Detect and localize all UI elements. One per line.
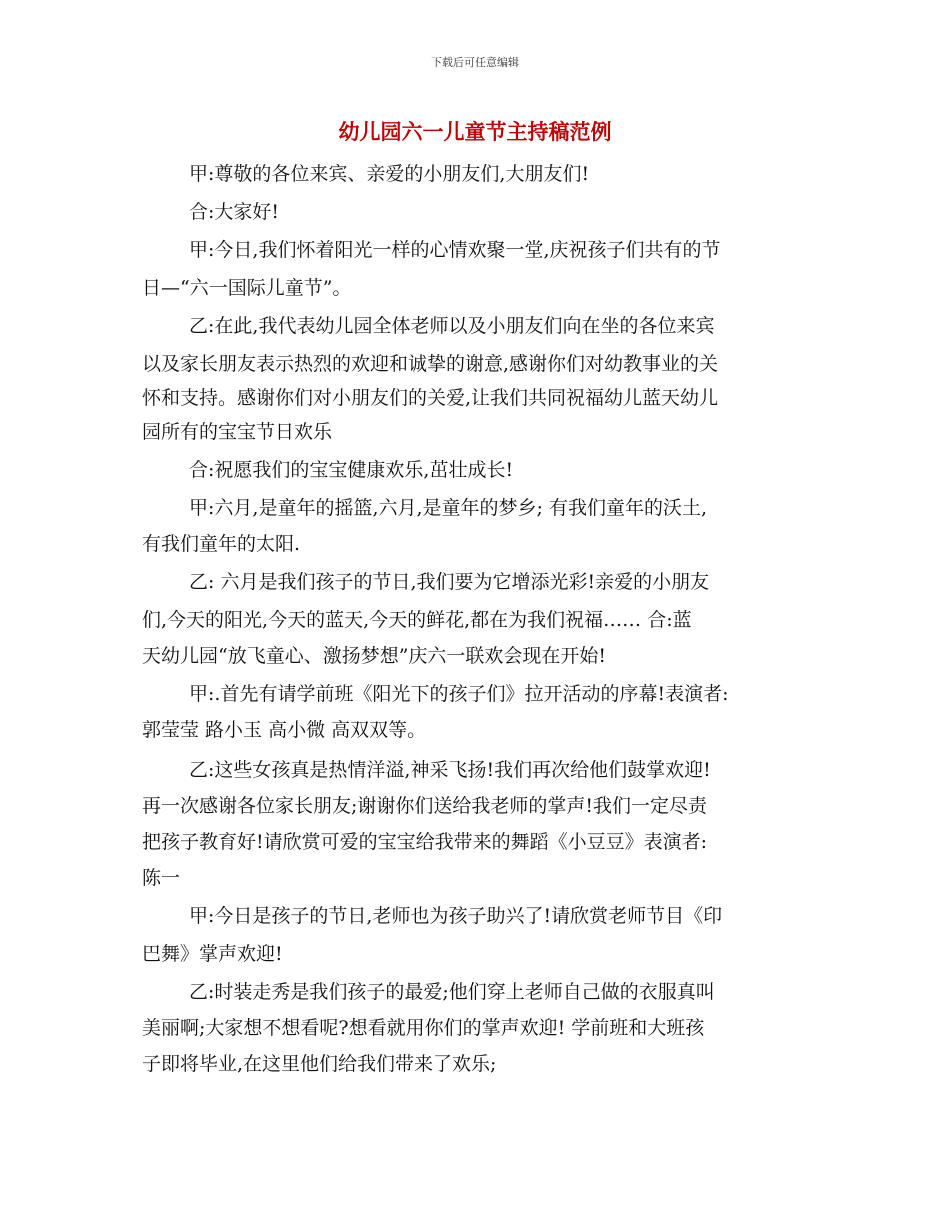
paragraph-line: 乙: 六月是我们孩子的节日,我们要为它增添光彩!亲爱的小朋友	[189, 571, 710, 593]
paragraph-line: 再一次感谢各位家长朋友;谢谢你们送给我老师的掌声!我们一定尽责	[142, 795, 708, 817]
paragraph-line: 合:祝愿我们的宝宝健康欢乐,茁壮成长!	[189, 459, 514, 481]
document-title: 幼儿园六一儿童节主持稿范例	[338, 119, 612, 144]
paragraph-line: 甲:六月,是童年的摇篮,六月,是童年的梦乡; 有我们童年的沃土,	[189, 497, 708, 519]
paragraph-line: 陈一	[142, 867, 181, 889]
paragraph-line: 美丽啊;大家想不想看呢?想看就用你们的掌声欢迎! 学前班和大班孩	[142, 1017, 705, 1039]
paragraph-line: 园所有的宝宝节日欢乐	[142, 421, 333, 443]
paragraph-line: 甲:尊敬的各位来宾、亲爱的小朋友们,大朋友们!	[189, 163, 590, 185]
paragraph-line: 们,今天的阳光,今天的蓝天,今天的鲜花,都在为我们祝福…… 合:蓝	[142, 609, 692, 631]
paragraph-line: 把孩子教育好!请欣赏可爱的宝宝给我带来的舞蹈《小豆豆》表演者:	[142, 831, 708, 853]
header-note: 下载后可任意编辑	[431, 56, 519, 69]
paragraph-line: 乙:在此,我代表幼儿园全体老师以及小朋友们向在坐的各位来宾	[189, 315, 715, 337]
paragraph-line: 有我们童年的太阳.	[142, 533, 301, 555]
paragraph-line: 子即将毕业,在这里他们给我们带来了欢乐;	[142, 1053, 497, 1075]
paragraph-line: 甲:今日是孩子的节日,老师也为孩子助兴了!请欣赏老师节目《印	[189, 905, 723, 927]
paragraph-line: 天幼儿园“放飞童心、激扬梦想”庆六一联欢会现在开始!	[142, 645, 607, 667]
paragraph-line: 怀和支持。感谢你们对小朋友们的关爱,让我们共同祝福幼儿蓝天幼儿	[142, 387, 719, 409]
paragraph-line: 乙:时装走秀是我们孩子的最爱;他们穿上老师自己做的衣服真叫	[189, 981, 715, 1003]
paragraph-line: 巴舞》掌声欢迎!	[142, 943, 283, 965]
paragraph-line: 甲:.首先有请学前班《阳光下的孩子们》拉开活动的序幕!表演者:	[189, 683, 729, 705]
paragraph-line: 乙:这些女孩真是热情洋溢,神采飞扬!我们再次给他们鼓掌欢迎!	[189, 759, 711, 781]
paragraph-line: 郭莹莹 路小玉 高小微 高双双等。	[142, 719, 427, 741]
paragraph-line: 合:大家好!	[189, 201, 280, 223]
paragraph-line: 甲:今日,我们怀着阳光一样的心情欢聚一堂,庆祝孩子们共有的节	[189, 239, 721, 261]
paragraph-line: 以及家长朋友表示热烈的欢迎和诚挚的谢意,感谢你们对幼教事业的关	[142, 353, 719, 375]
paragraph-line: 日—“六一国际儿童节”。	[142, 277, 352, 299]
